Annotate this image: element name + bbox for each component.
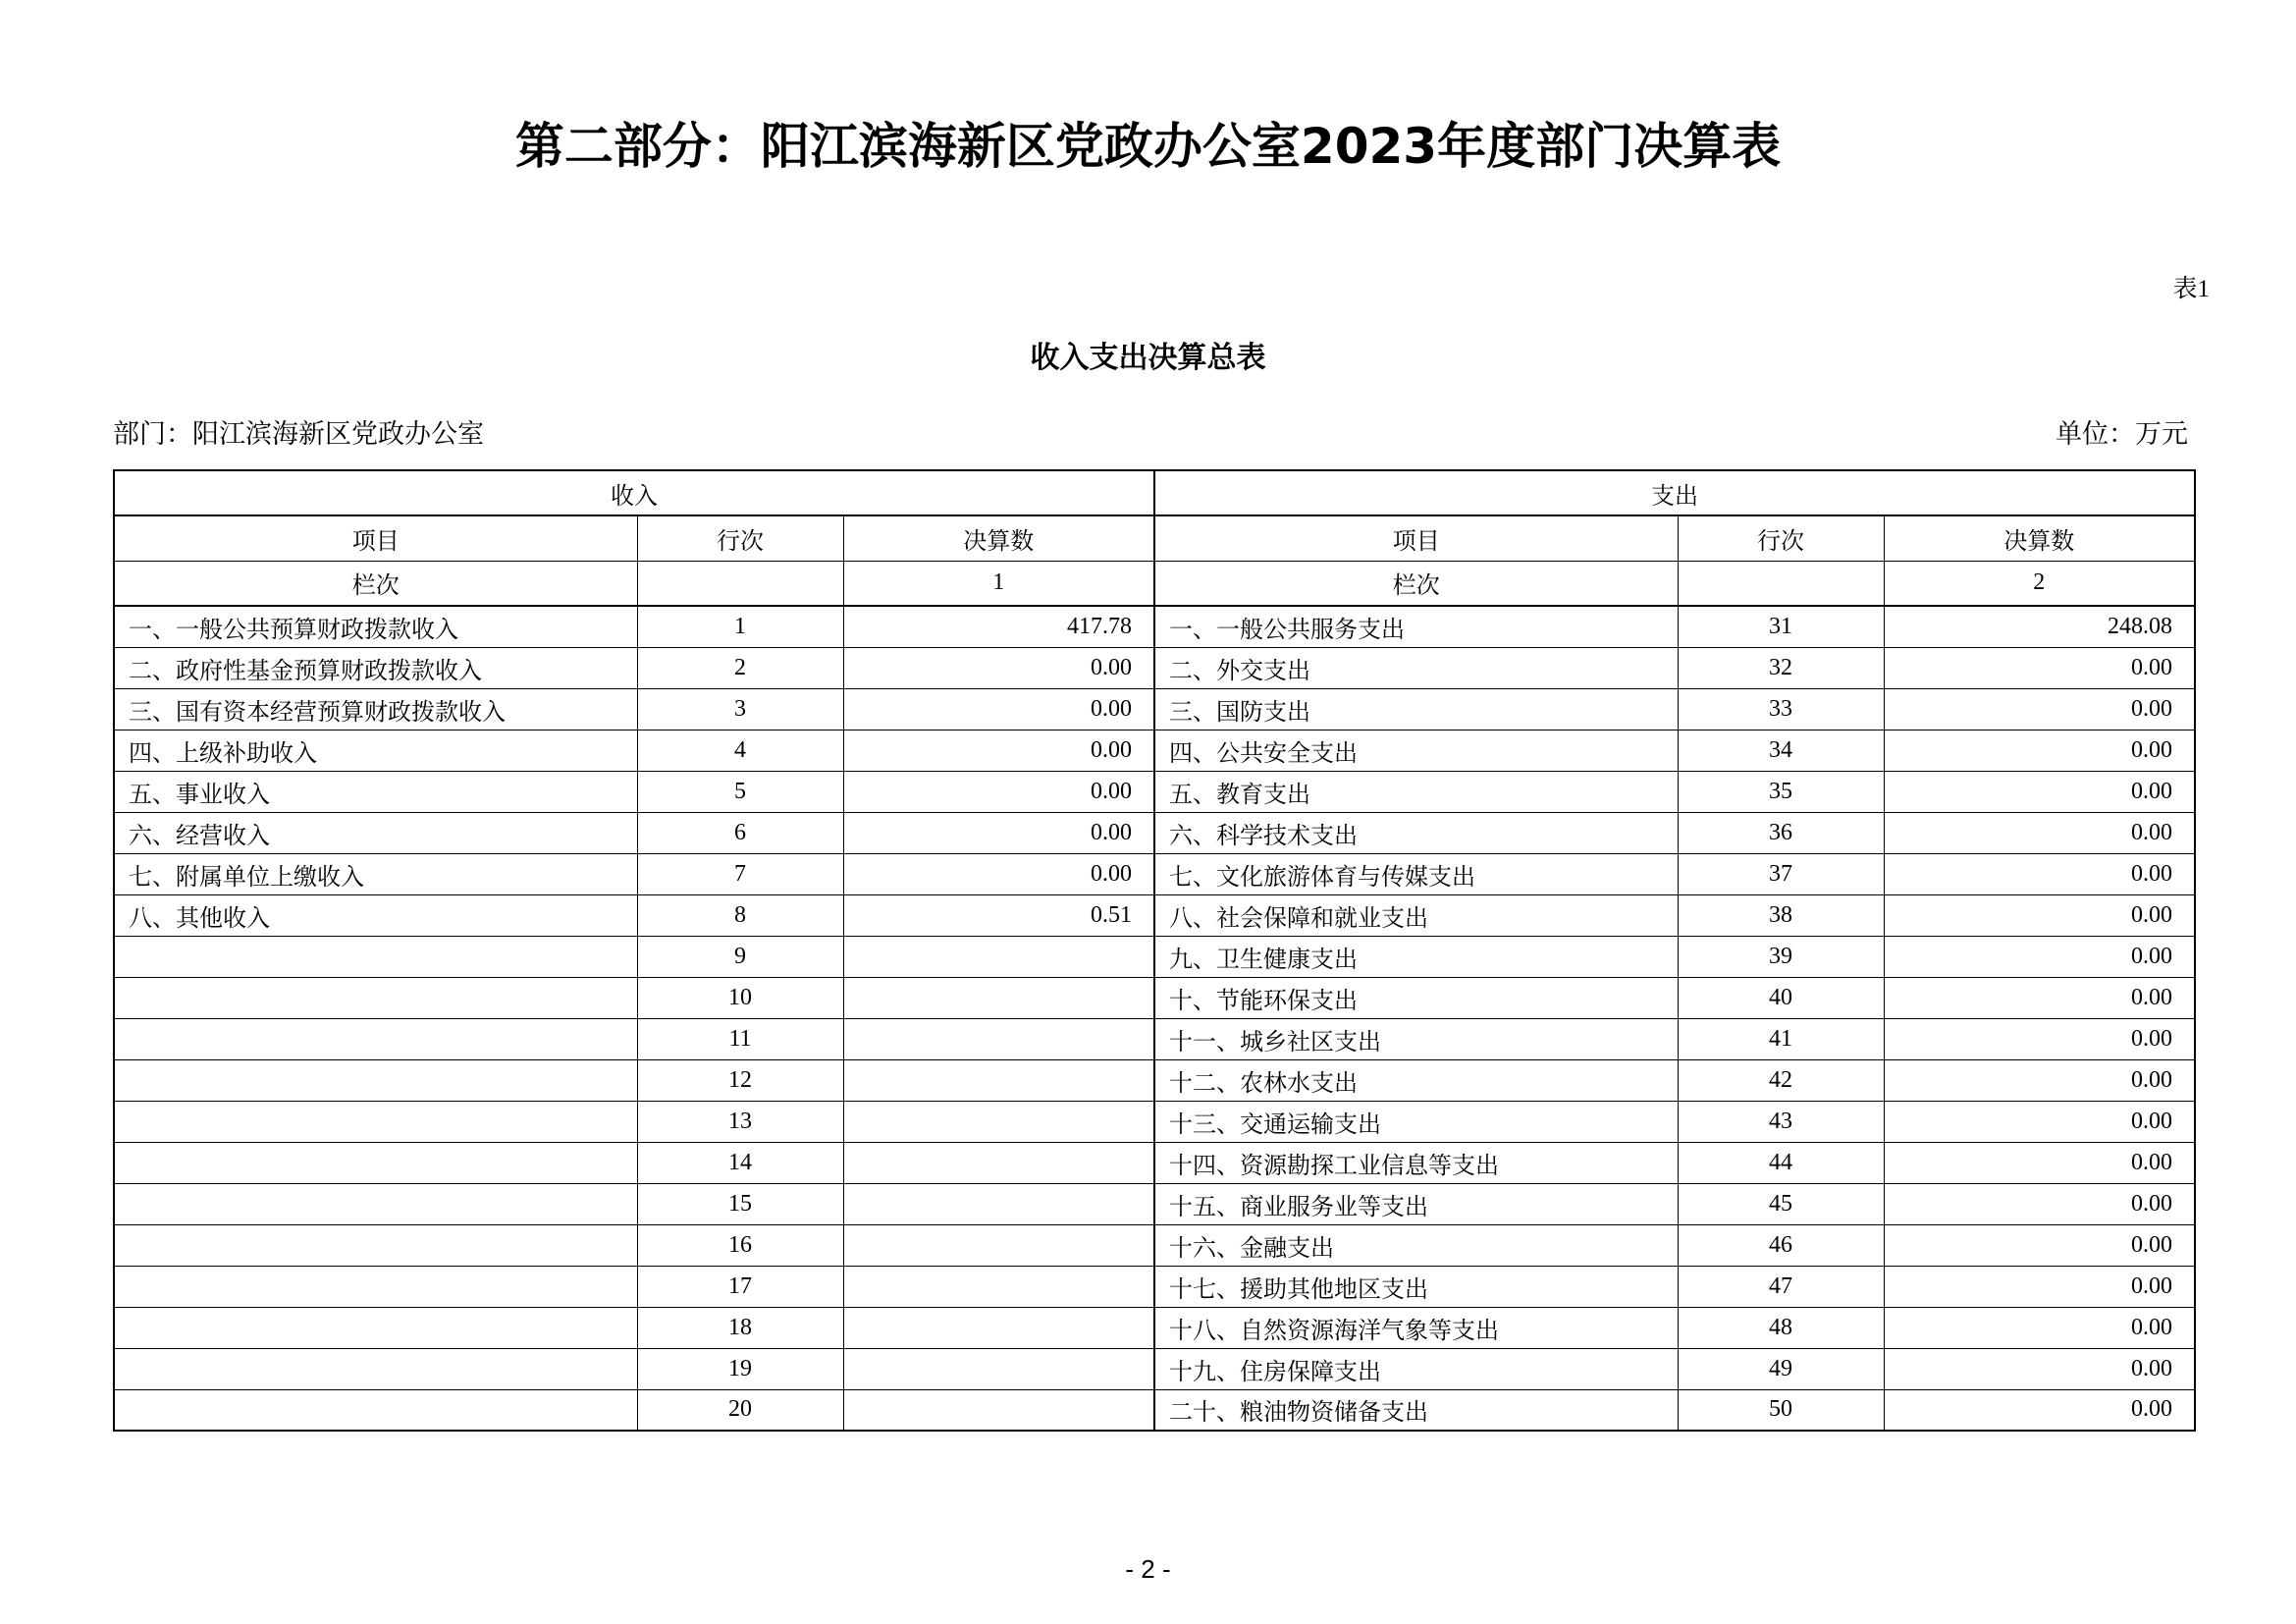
expenditure-value-cell: 0.00 — [1884, 647, 2195, 688]
income-item-cell — [114, 936, 637, 977]
expenditure-line-cell: 39 — [1678, 936, 1884, 977]
expenditure-item-cell: 一、一般公共服务支出 — [1154, 606, 1678, 647]
income-value-cell — [843, 936, 1154, 977]
expenditure-line-cell: 31 — [1678, 606, 1884, 647]
expenditure-value-cell: 0.00 — [1884, 1389, 2195, 1431]
expenditure-value-cell: 0.00 — [1884, 977, 2195, 1018]
income-line-cell: 15 — [637, 1183, 843, 1224]
income-value-cell — [843, 1266, 1154, 1307]
table-row — [114, 1101, 2195, 1142]
income-line-cell: 5 — [637, 771, 843, 812]
expenditure-item-cell: 十八、自然资源海洋气象等支出 — [1154, 1307, 1678, 1348]
expenditure-item-cell: 八、社会保障和就业支出 — [1154, 894, 1678, 936]
table-column-header-row — [114, 515, 2195, 561]
income-value-cell — [843, 1183, 1154, 1224]
expenditure-item-cell: 十七、援助其他地区支出 — [1154, 1266, 1678, 1307]
expenditure-value-cell: 0.00 — [1884, 894, 2195, 936]
lane-label-expenditure: 栏次 — [1154, 561, 1678, 606]
expenditure-item-cell: 六、科学技术支出 — [1154, 812, 1678, 853]
lane-number-income: 1 — [843, 561, 1154, 606]
income-item-cell — [114, 1142, 637, 1183]
income-value-cell: 0.00 — [843, 853, 1154, 894]
expenditure-value-cell: 0.00 — [1884, 771, 2195, 812]
expenditure-line-cell: 47 — [1678, 1266, 1884, 1307]
income-item-cell: 六、经营收入 — [114, 812, 637, 853]
table-row — [114, 647, 2195, 688]
department-label: 部门：阳江滨海新区党政办公室 — [113, 419, 484, 449]
income-line-cell: 6 — [637, 812, 843, 853]
expenditure-item-cell: 十、节能环保支出 — [1154, 977, 1678, 1018]
income-item-cell — [114, 1266, 637, 1307]
income-value-cell — [843, 1307, 1154, 1348]
table-row — [114, 812, 2195, 853]
income-line-cell: 2 — [637, 647, 843, 688]
expenditure-line-cell: 37 — [1678, 853, 1884, 894]
income-item-cell: 三、国有资本经营预算财政拨款收入 — [114, 688, 637, 730]
income-value-cell: 417.78 — [843, 606, 1154, 647]
income-value-cell — [843, 1389, 1154, 1431]
income-item-cell — [114, 1224, 637, 1266]
lane-blank-income — [637, 561, 843, 606]
table-row — [114, 730, 2195, 771]
expenditure-value-cell: 0.00 — [1884, 1059, 2195, 1101]
table-row — [114, 894, 2195, 936]
expenditure-line-cell: 33 — [1678, 688, 1884, 730]
income-value-cell — [843, 1018, 1154, 1059]
page-title: 第二部分：阳江滨海新区党政办公室2023年度部门决算表 — [514, 118, 1782, 175]
expenditure-item-cell: 十三、交通运输支出 — [1154, 1101, 1678, 1142]
expenditure-line-cell: 45 — [1678, 1183, 1884, 1224]
income-line-cell: 20 — [637, 1389, 843, 1431]
income-line-cell: 19 — [637, 1348, 843, 1389]
lane-blank-expenditure — [1678, 561, 1884, 606]
income-item-cell — [114, 1018, 637, 1059]
income-value-cell — [843, 1348, 1154, 1389]
income-item-cell: 五、事业收入 — [114, 771, 637, 812]
table-row — [114, 1018, 2195, 1059]
expenditure-item-cell: 十五、商业服务业等支出 — [1154, 1183, 1678, 1224]
expenditure-line-cell: 32 — [1678, 647, 1884, 688]
expenditure-line-cell: 43 — [1678, 1101, 1884, 1142]
expenditure-line-cell: 34 — [1678, 730, 1884, 771]
income-expenditure-table — [113, 469, 2196, 1432]
income-value-cell: 0.00 — [843, 647, 1154, 688]
table-row — [114, 771, 2195, 812]
income-item-cell: 二、政府性基金预算财政拨款收入 — [114, 647, 637, 688]
table-row — [114, 688, 2195, 730]
expenditure-value-cell: 248.08 — [1884, 606, 2195, 647]
expenditure-item-cell: 十二、农林水支出 — [1154, 1059, 1678, 1101]
table-row — [114, 606, 2195, 647]
expenditure-value-cell: 0.00 — [1884, 1142, 2195, 1183]
expenditure-line-cell: 41 — [1678, 1018, 1884, 1059]
expenditure-line-cell: 44 — [1678, 1142, 1884, 1183]
expenditure-value-cell: 0.00 — [1884, 1266, 2195, 1307]
table-row — [114, 1142, 2195, 1183]
table-row — [114, 1389, 2195, 1431]
expenditure-value-cell: 0.00 — [1884, 1348, 2195, 1389]
expenditure-line-cell: 49 — [1678, 1348, 1884, 1389]
income-line-cell: 18 — [637, 1307, 843, 1348]
income-line-cell: 16 — [637, 1224, 843, 1266]
expenditure-item-cell: 九、卫生健康支出 — [1154, 936, 1678, 977]
column-header-income-item: 项目 — [114, 515, 637, 561]
income-value-cell: 0.00 — [843, 812, 1154, 853]
expenditure-item-cell: 五、教育支出 — [1154, 771, 1678, 812]
expenditure-line-cell: 50 — [1678, 1389, 1884, 1431]
income-item-cell — [114, 1183, 637, 1224]
income-value-cell: 0.51 — [843, 894, 1154, 936]
lane-number-expenditure: 2 — [1884, 561, 2195, 606]
table-row — [114, 977, 2195, 1018]
income-item-cell — [114, 1307, 637, 1348]
income-line-cell: 17 — [637, 1266, 843, 1307]
table-meta-row — [113, 417, 2194, 451]
expenditure-value-cell: 0.00 — [1884, 1018, 2195, 1059]
income-item-cell: 四、上级补助收入 — [114, 730, 637, 771]
expenditure-value-cell: 0.00 — [1884, 853, 2195, 894]
income-value-cell: 0.00 — [843, 771, 1154, 812]
column-header-expenditure-amount: 决算数 — [1884, 515, 2195, 561]
table-row — [114, 1307, 2195, 1348]
lane-label-income: 栏次 — [114, 561, 637, 606]
column-header-expenditure-item: 项目 — [1154, 515, 1678, 561]
group-header-expenditure: 支出 — [1154, 470, 2195, 515]
table-row — [114, 1224, 2195, 1266]
expenditure-value-cell: 0.00 — [1884, 688, 2195, 730]
income-line-cell: 8 — [637, 894, 843, 936]
expenditure-value-cell: 0.00 — [1884, 1224, 2195, 1266]
expenditure-line-cell: 38 — [1678, 894, 1884, 936]
table-row — [114, 1059, 2195, 1101]
income-item-cell — [114, 1389, 637, 1431]
table-group-header-row — [114, 470, 2195, 515]
expenditure-value-cell: 0.00 — [1884, 1101, 2195, 1142]
expenditure-line-cell: 35 — [1678, 771, 1884, 812]
income-value-cell — [843, 977, 1154, 1018]
income-line-cell: 14 — [637, 1142, 843, 1183]
expenditure-item-cell: 三、国防支出 — [1154, 688, 1678, 730]
expenditure-value-cell: 0.00 — [1884, 936, 2195, 977]
table-row — [114, 1183, 2195, 1224]
column-header-expenditure-line: 行次 — [1678, 515, 1884, 561]
income-value-cell — [843, 1224, 1154, 1266]
expenditure-line-cell: 46 — [1678, 1224, 1884, 1266]
income-item-cell: 七、附属单位上缴收入 — [114, 853, 637, 894]
expenditure-item-cell: 四、公共安全支出 — [1154, 730, 1678, 771]
expenditure-item-cell: 十四、资源勘探工业信息等支出 — [1154, 1142, 1678, 1183]
income-item-cell — [114, 977, 637, 1018]
table-row — [114, 1266, 2195, 1307]
table-row — [114, 936, 2195, 977]
income-value-cell: 0.00 — [843, 688, 1154, 730]
income-item-cell: 一、一般公共预算财政拨款收入 — [114, 606, 637, 647]
expenditure-item-cell: 十九、住房保障支出 — [1154, 1348, 1678, 1389]
expenditure-value-cell: 0.00 — [1884, 730, 2195, 771]
column-header-income-line: 行次 — [637, 515, 843, 561]
expenditure-line-cell: 36 — [1678, 812, 1884, 853]
income-line-cell: 1 — [637, 606, 843, 647]
income-item-cell — [114, 1348, 637, 1389]
income-item-cell: 八、其他收入 — [114, 894, 637, 936]
income-line-cell: 9 — [637, 936, 843, 977]
expenditure-value-cell: 0.00 — [1884, 1183, 2195, 1224]
expenditure-item-cell: 十一、城乡社区支出 — [1154, 1018, 1678, 1059]
income-line-cell: 12 — [637, 1059, 843, 1101]
section-heading: 收入支出决算总表 — [1030, 341, 1266, 375]
table-row — [114, 1348, 2195, 1389]
table-row — [114, 853, 2195, 894]
income-item-cell — [114, 1059, 637, 1101]
page-number-footer: - 2 - — [1125, 1554, 1171, 1584]
table-lane-header-row — [114, 561, 2195, 606]
expenditure-item-cell: 二十、粮油物资储备支出 — [1154, 1389, 1678, 1431]
expenditure-value-cell: 0.00 — [1884, 812, 2195, 853]
income-value-cell: 0.00 — [843, 730, 1154, 771]
expenditure-line-cell: 48 — [1678, 1307, 1884, 1348]
expenditure-line-cell: 40 — [1678, 977, 1884, 1018]
income-line-cell: 10 — [637, 977, 843, 1018]
table-body — [114, 470, 2195, 1431]
expenditure-item-cell: 七、文化旅游体育与传媒支出 — [1154, 853, 1678, 894]
income-value-cell — [843, 1101, 1154, 1142]
group-header-income: 收入 — [114, 470, 1154, 515]
income-line-cell: 13 — [637, 1101, 843, 1142]
income-line-cell: 4 — [637, 730, 843, 771]
table-index-label: 表1 — [2172, 276, 2210, 302]
unit-label: 单位：万元 — [2056, 419, 2188, 449]
expenditure-item-cell: 十六、金融支出 — [1154, 1224, 1678, 1266]
income-line-cell: 7 — [637, 853, 843, 894]
income-value-cell — [843, 1059, 1154, 1101]
income-item-cell — [114, 1101, 637, 1142]
expenditure-line-cell: 42 — [1678, 1059, 1884, 1101]
expenditure-value-cell: 0.00 — [1884, 1307, 2195, 1348]
income-value-cell — [843, 1142, 1154, 1183]
expenditure-item-cell: 二、外交支出 — [1154, 647, 1678, 688]
income-line-cell: 11 — [637, 1018, 843, 1059]
income-line-cell: 3 — [637, 688, 843, 730]
column-header-income-amount: 决算数 — [843, 515, 1154, 561]
